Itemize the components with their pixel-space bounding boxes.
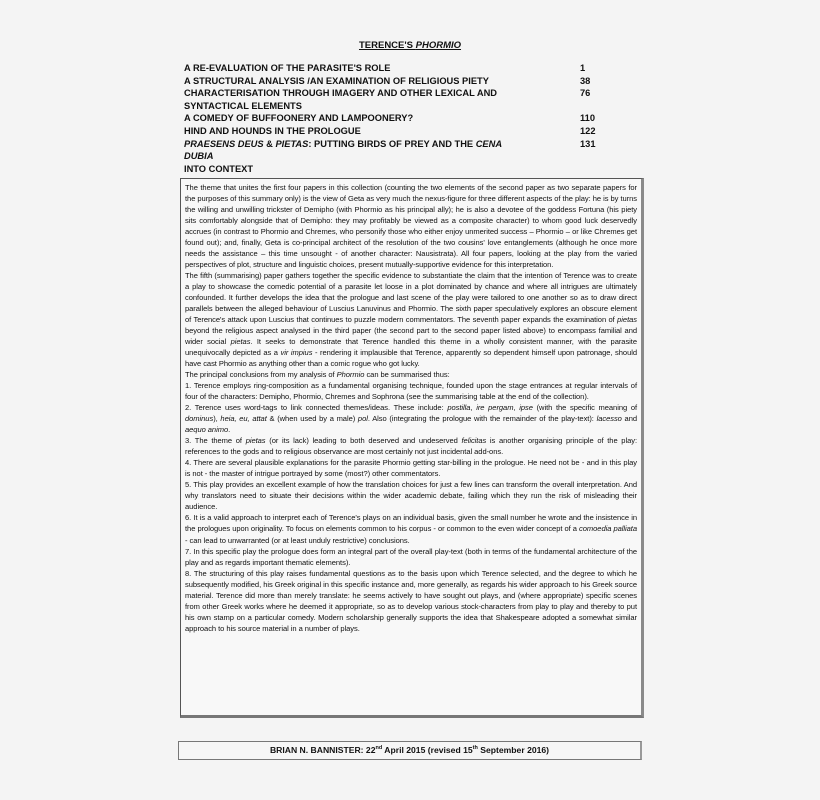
text: , [513,403,520,413]
toc-italic: PRAESENS DEUS [184,138,264,149]
italic-term: aequo animo [185,425,229,435]
text: The principal conclusions from my analysis of [185,370,337,380]
summary-paragraph-2 [185,270,637,369]
toc-text: : PUTTING BIRDS OF PREY AND THE [308,138,476,149]
text: ), [213,414,221,424]
text: The fifth (summarising) paper gathers together the specific evidence to substantiate the claim that the intention of Terence was to create a play to showcase the comedic potential of a parasite let loose in a plot dominated by chance and where all intrigues are ultimately confounded. It further develops the idea that the prologue and last scene of the play were tailored to one another so as to draw direct parallels between the alleged behaviour of Luscius Lanuvinus and Phormio. The sixth paper speculatively explores an obscure element of Terence's attack upon Luscius that continues to puzzle modern commentators. The seventh paper expands the examination of [185,271,637,325]
italic-term: postilla [447,403,471,413]
ordinal-suffix: th [472,745,478,751]
toc-entry-page: 76 [580,88,591,99]
toc-entry [184,112,604,125]
toc-entry-label: A COMEDY OF BUFFOONERY AND LAMPOONERY? [184,113,414,124]
italic-term: pietas [245,436,266,446]
toc-entry-label: INTO CONTEXT [184,163,254,174]
author-text: BRIAN N. BANNISTER: 22 [269,745,376,755]
text: and [621,414,637,424]
toc-entry-label: A RE-EVALUATION OF THE PARASITE'S ROLE [184,63,391,73]
text: is another organising principle of the play: references to the gods and to religious observance are most certainly not just incidental add-ons. [185,436,637,457]
toc-entry-label: A STRUCTURAL ANALYSIS /AN EXAMINATION OF RELIGIOUS PIETY [184,75,489,86]
summary-box [180,178,644,718]
italic-term: felicitas [461,436,487,446]
document-title [0,40,820,51]
summary-paragraph-1: The theme that unites the first four papers in this collection (counting the two elements of the second paper as two separate papers for the purposes of this summary only) is the view of Geta as very much the nexus-figure for three different aspects of the play: he is by turns the willing and unwilling trickster of Demipho (with Phormio as his principal ally); he is also a devotee of the goddess Fortuna (his piety sits comfortably alongside that of Demipho: they may profitably be viewed as a composite character) to whom good luck deservedly accrues (in contrast to Phormio and Chremes, who personify those who either enjoy unmerited success – Phormio – or like Chremes get found out); and, finally, Geta is co-principal architect of the resolution of the two cousins' love entanglements (although he once more needs the assistance – this time unsought - of another character: Nausistrata). All four papers, looking at the play from the varied perspectives of plot, structure and linguistic choices, present mutually-supportive evidence for this interpretation. [185,183,637,270]
title-italic-text: PHORMIO [415,40,462,51]
text: 2. Terence uses word-tags to link connected themes/ideas. These include: [185,403,448,413]
text: 6. It is a valid approach to interpret each of Terence's plays on an individual basis, given the small number he wrote and the insistence in the prologues upon originality. To focus on elements common to his corpus - or common to the even wider concept of a [185,513,637,534]
date-text: September 2016) [477,745,550,755]
toc-entry-page: 38 [580,75,591,86]
text: (or its lack) leading to both deserved and undeserved [265,436,462,446]
toc-entry-page: 122 [580,125,596,136]
italic-term: comoedia palliata [579,524,637,534]
author-footer [178,741,642,760]
date-text: April 2015 (revised 15 [382,745,473,755]
toc-entry-page: 110 [580,113,595,124]
text: . [228,425,231,435]
conclusion-8: 8. The structuring of this play raises fundamental questions as to the basis upon which Terence selected, and the degree to which he subsequently modified, his Greek original in this specific instance and, more generally, as regards his wider approach to his Greek source material. Terence did more than merely translate: he seems actively to have sought out plays, and (where appropriate) specific scenes from other Greek works where he deemed it appropriate, so as to develop various stock-characters from play to play and thereby to put his own stamp on a particular comedy. Modern scholarship generally supports the idea that Shakespeare adopted a somewhat similar approach to his source material in a number of plays. [185,568,637,633]
title-text: TERENCE'S [358,40,416,51]
toc-entry [184,87,604,100]
toc-entry-continuation [184,100,604,113]
italic-term: lacesso [596,414,622,424]
text: , [470,403,477,413]
conclusion-1: 1. Terence employs ring-composition as a fundamental organising technique, founded upon the stage entrances at regular intervals of four of the characters: Demipho, Phormio, Chremes and Sophrona (see the summarising table at the end of the collection). [185,381,637,402]
italic-term: pietas [230,337,251,347]
table-of-contents [184,62,604,175]
conclusion-4: 4. There are several plausible explanations for the parasite Phormio getting star-billing in the prologue. He need not be - and in this play is not - the master of intrigue portrayed by some (most?) other commentators. [185,458,637,479]
text: - can lead to unwarranted (or at least unduly restrictive) conclusions. [185,535,410,545]
toc-entry-label: CHARACTERISATION THROUGH IMAGERY AND OTHER LEXICAL AND [184,88,497,99]
conclusion-2 [185,402,637,435]
text: beyond the religious aspect analysed in the third paper (the second part to the second paper listed above) to encompass familial and wider social [185,326,637,347]
toc-text: & [263,138,276,149]
toc-entry-page: 131 [580,138,596,149]
text: & (when used by a male) [266,414,358,424]
italic-term: heia, eu, attat [220,414,267,424]
text: 3. The theme of [185,436,246,446]
italic-term: pietas [617,315,637,325]
italic-term: ipse [519,403,533,413]
text: . Also (integrating the prologue with the remainder of the play-text): [367,414,597,424]
toc-entry [184,62,604,75]
conclusion-5: 5. This play provides an excellent example of how the translation choices for just a few lines can transform the overall interpretation. And why translators need to situate their decisions within the wider academic debate, failing which they run the risk of misleading their audience. [185,480,637,512]
toc-entry-label: SYNTACTICAL ELEMENTS [184,100,302,111]
toc-entry-label [184,138,514,163]
text: . It seeks to demonstrate that Terence handled this theme in a wholly consistent manner, with the parasite unequivocally depicted as a [185,337,638,358]
ordinal-suffix: nd [375,745,383,751]
conclusion-7: 7. In this specific play the prologue does form an integral part of the overall play-text (both in terms of the fundamental architecture of the play and as regards important thematic elements). [185,546,637,567]
italic-term: ire pergam [476,403,514,413]
toc-entry [184,138,604,163]
conclusion-3 [185,435,637,457]
italic-term: vir impius [280,348,313,358]
italic-term: dominus [185,414,214,424]
text: - rendering it implausible that Terence, apparently so dependent himself upon patronage, should have cast Phormio as anything other than a comic rogue who got lucky. [185,348,637,369]
toc-entry-label: HIND AND HOUNDS IN THE PROLOGUE [184,125,361,136]
toc-entry-continuation [184,163,604,176]
text: (with the specific meaning of [532,403,638,413]
italic-term: pol [357,414,368,424]
summary-paragraph-3 [185,369,637,380]
toc-entry [184,125,604,138]
toc-entry-page: 1 [580,63,586,73]
toc-italic: CENA DUBIA [184,138,502,162]
italic-term: Phormio [336,370,365,380]
toc-italic: PIETAS [275,138,309,149]
conclusion-6 [185,512,637,545]
toc-entry [184,75,604,88]
text: can be summarised thus: [364,370,450,380]
